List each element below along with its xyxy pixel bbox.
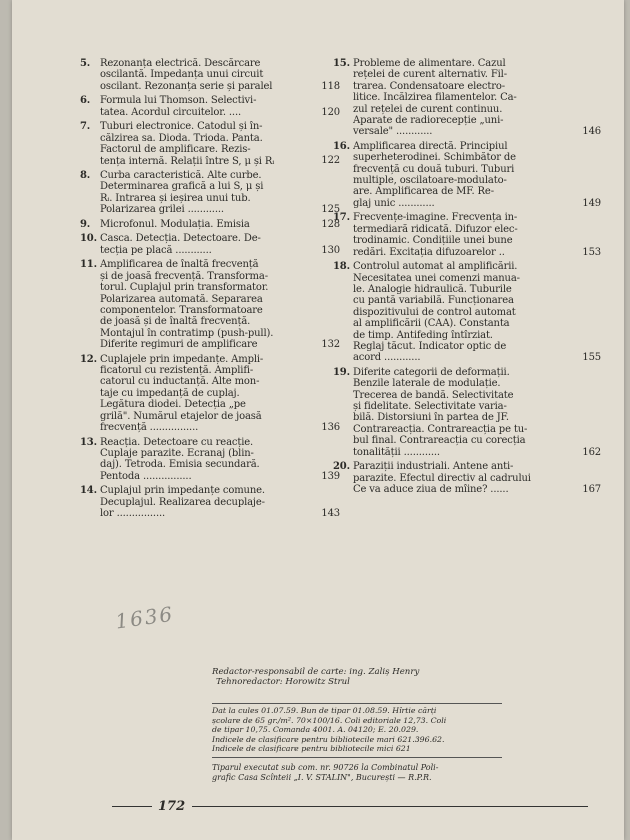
toc-entry-line: grilă". Numărul etajelor de joasă [100,410,262,422]
toc-entry-line: oscilant. Rezonanța serie și paralel [100,80,273,92]
toc-entry-line: redări. Excitația difuzoarelor .. [353,246,505,258]
toc-entry-line: Trecerea de bandă. Selectivitate [353,389,514,401]
page-number: 172 [158,799,186,814]
toc-entry-line: tența internă. Relații între S, μ și Rᵢ [100,155,275,167]
toc-entry-line: Controlul automat al amplificării. [353,261,518,273]
toc-entry-page: 130 [321,244,340,256]
toc-entry-line: torul. Cuplajul prin transformator. [100,282,269,294]
toc-entry-line: le. Analogie hidraulică. Tuburile [353,283,512,295]
toc-left-column [80,58,340,523]
toc-entry-line: Amplificarea directă. Principiul [353,140,508,152]
toc-entry-line: Casca. Detecția. Detectoare. De- [100,233,261,245]
toc-entry-line: rețelei de curent alternativ. Fil- [353,69,507,81]
toc-entry-line: Frecvențe-imagine. Frecvența in- [353,212,518,224]
toc-entry-page: 143 [321,508,340,520]
toc-entry-line: Factorul de amplificare. Rezis- [100,144,251,156]
toc-entry-line: Reglaj tăcut. Indicator optic de [353,340,507,352]
printer-line: Tiparul executat sub com. nr. 90726 la Combinatul Poli- [212,763,439,772]
toc-entry-line: tecția pe placă ............ [100,244,212,256]
toc-entry-line: de joasă și de înaltă frecvență. [100,316,251,328]
toc-entry-page: 128 [321,218,340,230]
toc-entry [80,233,340,256]
toc-entry-line: Amplificarea de înaltă frecvență [100,259,259,271]
toc-entry-line: acord ............ [353,352,421,364]
toc-entry [80,485,340,520]
toc-entry-line: glaj unic ............ [353,197,435,209]
toc-entry-number: 8. [80,170,91,182]
toc-entry-page: 120 [321,106,340,118]
imprint-detail-line: Indicele de clasificare pentru bibliotecile mici 621 [212,744,411,754]
handwritten-mark: 1636 [113,601,176,634]
toc-entry-line: bilă. Distorsiuni în partea de JF. [353,412,509,424]
toc-entry-line: daj). Tetroda. Emisia secundară. [100,459,260,471]
toc-entry-number: 6. [80,95,91,107]
printer-line: grafic Casa Scînteii „I. V. STALIN", București — R.P.R. [212,773,432,782]
toc-entry-line: de timp. Antifeding întîrziat. [353,329,493,341]
toc-entry-line: lor ................ [100,508,166,520]
toc-entry-line: Formula lui Thomson. Selectivi- [100,95,257,107]
toc-entry [333,461,601,495]
toc-entry-line: Rezonanța electrică. Descărcare [100,58,261,69]
toc-entry-line: ficatorul cu rezistență. Amplifi- [100,365,254,377]
toc-entry-line: Reacția. Detectoare cu reacție. [100,436,254,448]
toc-entry-line: are. Amplificarea de MF. Re- [353,186,494,198]
toc-entry-line: și fidelitate. Selectivitate varia- [353,401,507,413]
toc-entry-line: Paraziții industriali. Antene anti- [353,461,514,473]
toc-entry-line: zul rețelei de curent continuu. [353,103,503,115]
toc-entry-page: 149 [582,197,601,209]
toc-entry-page: 146 [582,126,601,138]
toc-entry-page: 118 [321,80,340,92]
toc-entry-line: Contrareacția. Contrareacția pe tu- [353,423,528,435]
toc-entry-line: Microfonul. Modulația. Emisia [100,218,250,230]
toc-entry-page: 125 [321,204,340,216]
book-page [12,0,624,840]
toc-entry-line: Ce va aduce ziua de mîine? ...... [353,484,509,495]
toc-entry-number: 12. [80,353,97,365]
toc-entry-line: Aparate de radiorecepție „uni- [353,114,504,126]
toc-right-column [333,58,601,499]
toc-entry-line: Rᵢ. Intrarea și ieșirea unui tub. [100,192,251,204]
toc-entry [333,212,601,258]
toc-entry-number: 14. [80,485,97,497]
editor-credit: Redactor-responsabil de carte: ing. Zaliș Henry [212,667,420,677]
toc-entry-page: 167 [582,483,601,495]
toc-entry [80,353,340,434]
toc-entry-line: Polarizarea automată. Separarea [100,293,263,305]
toc-entry [333,261,601,364]
toc-entry-line: Montajul în contratimp (push-pull). [100,327,274,339]
toc-entry-line: Polarizarea grilei ............ [100,204,224,216]
toc-entry-line: Diferite categorii de deformații. [353,366,510,378]
toc-entry-line: frecvență cu două tuburi. Tuburi [353,163,515,175]
toc-entry-line: parazite. Efectul directiv al cadrului [353,472,531,484]
toc-entry-number: 15. [333,58,350,69]
imprint-credits [212,667,502,687]
toc-entry [80,170,340,216]
toc-entry-line: Cuplajele prin impedanțe. Ampli- [100,353,264,365]
toc-entry-line: trodinamic. Condițiile unei bune [353,235,513,247]
toc-entry [333,366,601,458]
toc-entry-line: Determinarea grafică a lui S, μ și [100,181,264,193]
toc-entry-line: componentelor. Transformatoare [100,304,263,316]
toc-entry-number: 18. [333,261,350,273]
toc-entry-number: 9. [80,218,91,230]
toc-entry-line: Diferite regimuri de amplificare [100,339,258,351]
footer-rule-right [192,806,588,807]
toc-entry-line: superheterodinei. Schimbător de [353,152,516,164]
toc-entry-line: termediară ridicată. Difuzor elec- [353,223,518,235]
toc-entry-line: oscilantă. Impedanța unui circuit [100,69,264,81]
toc-entry-line: Curba caracteristică. Alte curbe. [100,170,262,182]
toc-entry-line: al amplificării (CAA). Constanta [353,318,510,330]
toc-entry-line: cu pantă variabilă. Funcționarea [353,295,514,307]
toc-entry-line: Decuplajul. Realizarea decuplaje- [100,496,265,508]
toc-entry-line: trarea. Condensatoare electro- [353,80,505,92]
toc-entry-line: Legătura diodei. Detecția „pe [100,399,246,411]
toc-entry-number: 20. [333,461,350,473]
imprint-detail-line: de tipar 10,75. Comanda 4001. A. 04120; E. 20.029. [212,725,419,735]
toc-entry-page: 139 [321,470,340,482]
toc-entry [80,218,340,230]
toc-entry-line: Probleme de alimentare. Cazul [353,58,506,69]
toc-entry-line: versale" ............ [353,126,433,138]
toc-entry-line: litice. Încălzirea filamentelor. Ca- [353,92,517,104]
toc-entry-number: 19. [333,366,350,378]
toc-entry [333,140,601,209]
toc-entry-page: 122 [321,155,340,167]
toc-entry-page: 162 [582,446,601,458]
toc-entry [80,58,340,92]
toc-entry-line: Pentoda ................ [100,470,192,482]
imprint-details [212,703,502,758]
toc-entry-line: Necesitatea unei comenzi manua- [353,272,520,284]
toc-entry-number: 17. [333,212,350,224]
toc-entry [80,259,340,351]
toc-entry-number: 16. [333,140,350,152]
footer-rule-left [112,806,152,807]
toc-entry-line: Cuplaje parazite. Ecranaj (blin- [100,448,254,459]
toc-entry [333,58,601,138]
toc-entry-number: 7. [80,121,91,133]
toc-entry-page: 155 [582,352,601,364]
toc-entry-number: 11. [80,259,97,271]
toc-entry-line: Tuburi electronice. Catodul și în- [100,121,263,133]
toc-entry-page: 153 [582,246,601,258]
imprint-detail-line: Indicele de clasificare pentru bibliotecile mari 621.396.62. [212,734,445,744]
printer-note [212,763,512,783]
toc-entry [80,436,340,483]
toc-entry-page: 136 [321,422,340,434]
toc-entry-number: 13. [80,436,97,448]
toc-entry-number: 10. [80,233,97,245]
toc-entry-line: Cuplajul prin impedanțe comune. [100,485,265,497]
toc-entry-line: tonalității ............ [353,446,440,458]
imprint-detail-line: Dat la cules 01.07.59. Bun de tipar 01.08.59. Hîrtie cărți [212,706,437,715]
imprint-detail-line: școlare de 65 gr./m². 70×100/16. Coli editoriale 12,73. Coli [212,715,447,725]
toc-entry-line: călzirea sa. Dioda. Trioda. Panta. [100,132,263,144]
toc-entry-line: și de joasă frecvență. Transforma- [100,270,268,282]
toc-entry-line: Benzile laterale de modulație. [353,378,501,390]
toc-entry [80,95,340,118]
toc-entry-line: frecvență ................ [100,422,199,434]
toc-entry [80,121,340,167]
toc-entry-line: tatea. Acordul circuitelor. .... [100,106,242,118]
toc-entry-line: multiple, oscilatoare-modulato- [353,175,507,187]
toc-entry-line: catorul cu inductanță. Alte mon- [100,376,260,388]
toc-entry-line: taje cu impedanță de cuplaj. [100,387,240,399]
toc-entry-number: 5. [80,58,91,69]
toc-entry-line: dispozitivului de control automat [353,306,516,318]
tech-editor-credit: Tehnoredactor: Horowitz Strul [216,677,350,687]
toc-entry-line: bul final. Contrareacția cu corecția [353,435,526,447]
toc-entry-page: 132 [321,339,340,351]
